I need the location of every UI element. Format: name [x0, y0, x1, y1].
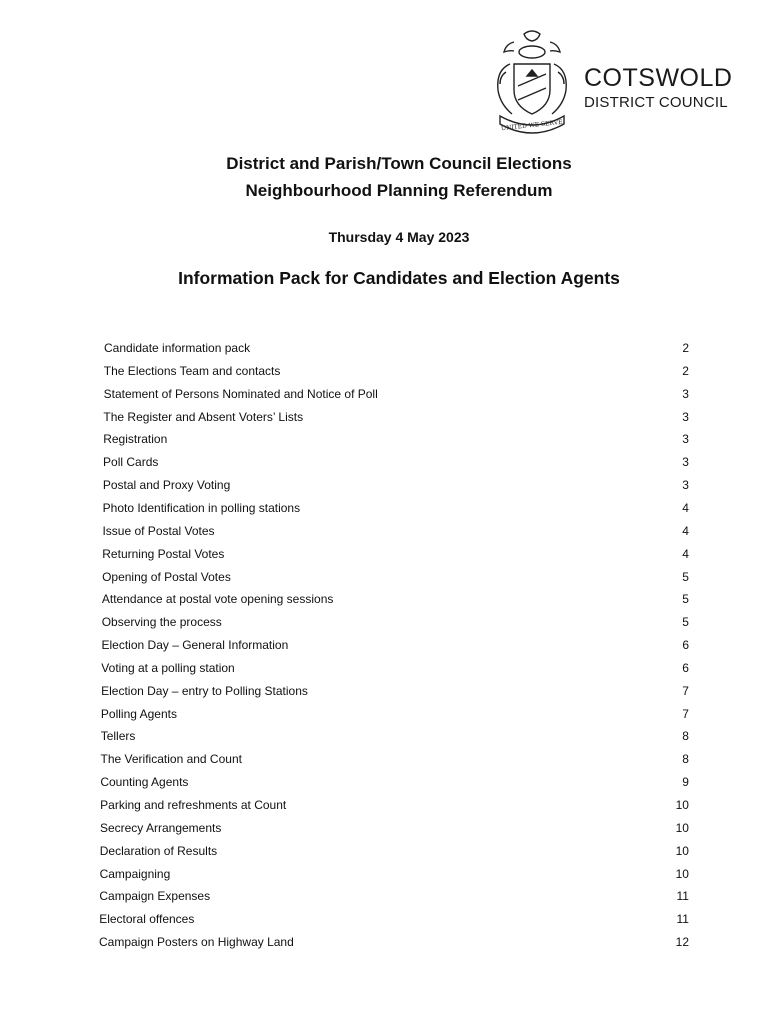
toc-entry-page-number: 10 — [675, 820, 689, 835]
toc-entry-page-number: 2 — [682, 341, 689, 355]
toc-entry-label: Candidate information pack — [104, 341, 251, 355]
toc-entry-page-number: 12 — [675, 935, 689, 950]
toc-entry — [101, 749, 689, 769]
toc-entry — [101, 726, 689, 746]
toc-entry-page-number: 5 — [682, 592, 689, 607]
toc-entry-label: Campaign Posters on Highway Land — [99, 935, 294, 950]
toc-entry-label: Opening of Postal Votes — [102, 569, 231, 584]
toc-entry-label: Declaration of Results — [99, 843, 218, 858]
toc-entry — [99, 886, 689, 906]
council-brand-subtitle: DISTRICT COUNCIL — [584, 94, 728, 111]
council-crest-icon — [484, 28, 580, 138]
toc-entry-label: Parking and refreshments at Count — [100, 798, 287, 812]
toc-entry-label: Campaigning — [99, 866, 171, 881]
toc-entry-label: The Verification and Count — [100, 752, 242, 767]
toc-entry-label: The Register and Absent Voters’ Lists — [103, 409, 304, 424]
toc-entry — [101, 681, 689, 701]
toc-entry-page-number: 5 — [682, 615, 689, 630]
toc-entry-label: Election Day – entry to Polling Stations — [101, 683, 308, 698]
toc-entry-label: Voting at a polling station — [101, 660, 235, 675]
svg-text:UNITED WE SERVE: UNITED WE SERVE — [500, 118, 563, 133]
toc-entry — [100, 818, 689, 838]
toc-entry — [104, 361, 689, 381]
toc-entry — [102, 612, 689, 632]
document-title-line-2: Neighbourhood Planning Referendum — [245, 181, 553, 200]
toc-entry-page-number: 6 — [682, 660, 689, 675]
toc-entry — [99, 932, 689, 952]
toc-entry-page-number: 5 — [682, 569, 689, 584]
toc-entry-page-number: 4 — [682, 546, 689, 561]
toc-entry-label: Statement of Persons Nominated and Notice of Poll — [103, 386, 378, 401]
toc-entry-page-number: 8 — [682, 752, 689, 767]
toc-entry-label: Election Day – General Information — [101, 638, 289, 653]
toc-entry — [100, 864, 689, 884]
toc-entry — [103, 452, 689, 472]
toc-entry — [102, 521, 689, 541]
toc-entry — [100, 841, 689, 861]
toc-entry — [100, 795, 689, 815]
toc-entry-page-number: 9 — [682, 775, 689, 790]
toc-entry-page-number: 7 — [682, 683, 689, 698]
toc-entry — [103, 498, 689, 518]
toc-entry-label: Registration — [103, 432, 168, 447]
toc-entry-page-number: 10 — [675, 866, 689, 881]
toc-entry — [104, 384, 689, 404]
toc-entry-page-number: 3 — [682, 455, 689, 470]
toc-entry-page-number: 8 — [682, 729, 689, 744]
toc-entry-label: Attendance at postal vote opening sessions — [101, 592, 334, 607]
toc-entry-page-number: 10 — [675, 798, 689, 812]
toc-entry — [102, 589, 689, 609]
toc-entry — [103, 429, 689, 449]
toc-entry-label: Returning Postal Votes — [102, 546, 225, 561]
toc-entry — [101, 658, 689, 678]
toc-entry-label: Campaign Expenses — [99, 889, 211, 904]
toc-entry-page-number: 11 — [676, 889, 689, 904]
toc-entry — [102, 567, 689, 587]
toc-entry-page-number: 2 — [682, 363, 689, 378]
toc-entry-label: Electoral offences — [99, 912, 195, 927]
document-title-line-1: District and Parish/Town Council Elections — [226, 154, 572, 173]
toc-entry — [102, 544, 689, 564]
toc-entry — [104, 338, 689, 358]
toc-entry-label: Poll Cards — [103, 455, 159, 470]
toc-entry-page-number: 10 — [675, 843, 689, 858]
toc-entry — [99, 909, 689, 929]
election-date: Thursday 4 May 2023 — [328, 229, 470, 245]
toc-entry-page-number: 11 — [676, 912, 689, 927]
toc-entry-label: Issue of Postal Votes — [102, 523, 215, 538]
toc-entry — [102, 635, 690, 655]
toc-entry — [100, 772, 689, 792]
toc-entry-label: Counting Agents — [100, 775, 189, 790]
toc-entry-label: Postal and Proxy Voting — [102, 478, 231, 493]
toc-entry-label: The Elections Team and contacts — [103, 363, 281, 378]
toc-entry — [103, 475, 689, 495]
toc-entry — [101, 704, 689, 724]
toc-entry-page-number: 7 — [682, 706, 689, 721]
toc-entry-page-number: 3 — [682, 386, 689, 401]
pack-title: Information Pack for Candidates and Election Agents — [178, 268, 620, 288]
toc-entry-page-number: 3 — [682, 478, 689, 493]
toc-entry-label: Photo Identification in polling stations — [102, 500, 301, 515]
toc-entry-label: Secrecy Arrangements — [99, 820, 222, 835]
toc-entry-page-number: 3 — [682, 409, 689, 424]
toc-entry-label: Tellers — [100, 729, 136, 744]
toc-entry-page-number: 6 — [682, 638, 689, 653]
toc-entry-label: Observing the process — [101, 615, 222, 630]
toc-entry-page-number: 4 — [682, 500, 689, 515]
toc-entry-label: Polling Agents — [100, 706, 177, 721]
toc-entry — [103, 407, 689, 427]
toc-entry-page-number: 4 — [682, 523, 689, 538]
council-brand-name: COTSWOLD — [584, 64, 733, 92]
toc-entry-page-number: 3 — [682, 432, 689, 447]
